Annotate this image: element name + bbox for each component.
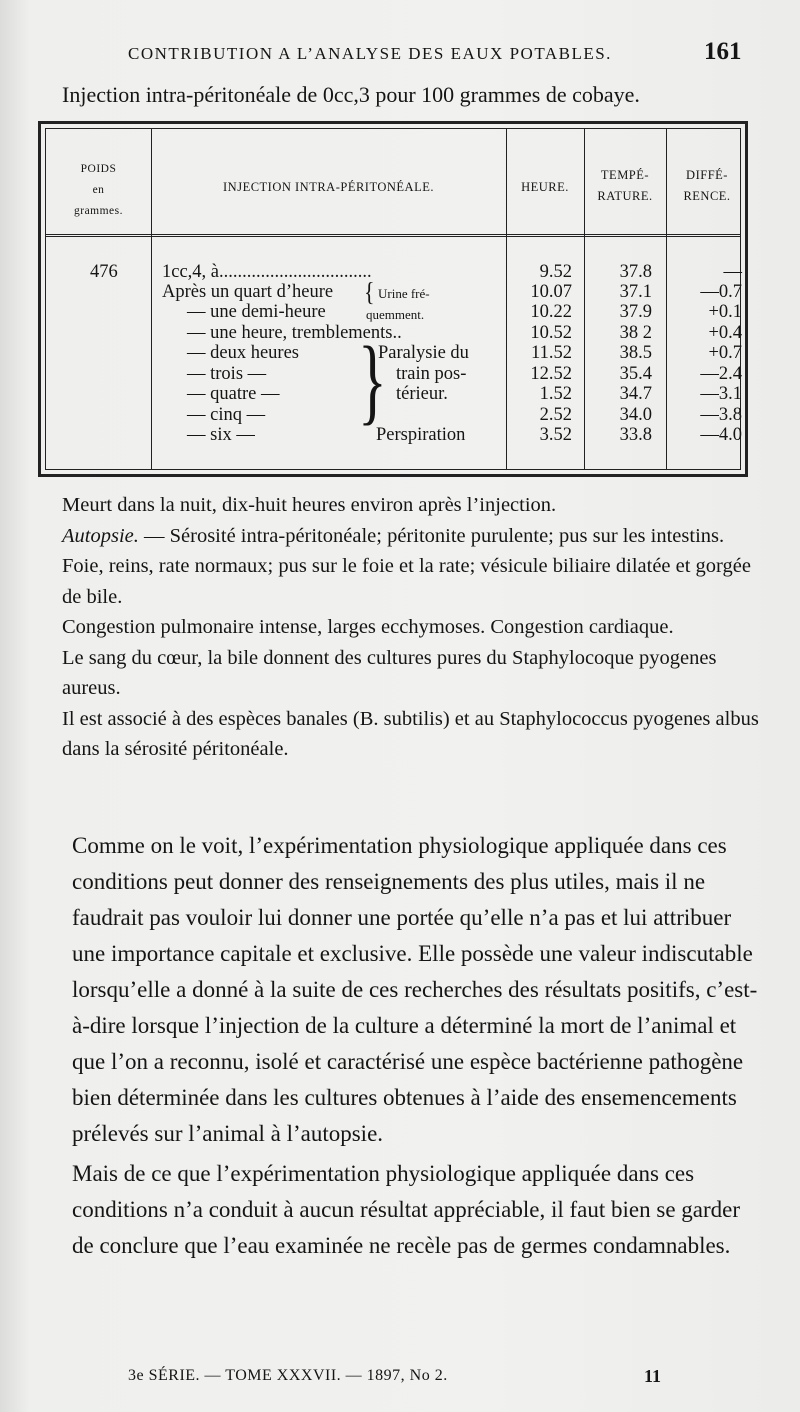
paragraph-cultures: Le sang du cœur, la bile donnent des cultures pures du Staphylocoque pyogenes aureus. xyxy=(62,646,717,699)
header-temperature-line2: RATURE. xyxy=(597,189,653,203)
difference-cell: +0.1 xyxy=(708,302,742,322)
header-difference-line2: RENCE. xyxy=(683,189,731,203)
heure-cell: 10.07 xyxy=(530,282,572,302)
signature-mark: 11 xyxy=(644,1366,662,1386)
heure-cell: 12.52 xyxy=(530,364,572,384)
heure-cell: 2.52 xyxy=(539,405,572,425)
table-inner-frame xyxy=(45,128,741,470)
footer-series: 3e SÉRIE. — TOME XXXVII. — 1897, No 2. xyxy=(128,1367,448,1384)
discussion-text xyxy=(72,828,762,1264)
autopsy-text: — Sérosité intra-péritonéale; péritonite purulente; pus sur les intestins. xyxy=(138,524,725,547)
header-rule xyxy=(46,234,740,237)
paragraph-conclusion: Mais de ce que l’expérimentation physiologique appliquée dans ces conditions n’a conduit à aucun résultat appréciable, il faut bien se garder de conclure que l’eau examinée ne recèle pas de germes condamnables. xyxy=(72,1161,741,1258)
temperature-cell: 35.4 xyxy=(619,364,652,384)
desc-row: — cinq — xyxy=(187,405,266,425)
desc-row: 1cc,4, à................................. xyxy=(162,262,372,282)
desc-row: — une demi-heure xyxy=(187,302,326,322)
paragraph-discussion: Comme on le voit, l’expérimentation physiologique appliquée dans ces conditions peut donner des renseignements des plus utiles, mais il ne faudrait pas vouloir lui donner une portée qu’elle n’a pas et lui attribuer une importance capitale et exclusive. Elle possède une valeur indiscutable lorsqu’elle a donné à la suite de ces recherches des résultats positifs, c’est-à-dire lorsque l’injection de la culture a déterminé la mort de l’animal et que l’on a reconnu, isolé et caractérisé une espèce bactérienne pathogène bien déterminée dans les cultures obtenues à l’aide des ensemencements prélevés sur l’animal à l’autopsie. xyxy=(72,833,758,1146)
desc-row: — six — xyxy=(187,425,255,445)
page-number: 161 xyxy=(704,38,742,65)
header-heure: HEURE. xyxy=(521,180,569,194)
header-difference xyxy=(666,165,748,207)
note-paralysie-3: térieur. xyxy=(396,384,448,404)
autopsy-label: Autopsie. xyxy=(62,524,139,547)
header-poids-line3: grammes. xyxy=(73,205,124,217)
paragraph-associated: Il est associé à des espèces banales (B. subtilis) et au Staphylococcus pyogenes albus dans la sérosité péritonéale. xyxy=(62,707,759,760)
desc-row: Après un quart d’heure xyxy=(162,282,334,302)
temperature-cell: 37.1 xyxy=(619,282,652,302)
temperature-cell: 38 2 xyxy=(619,323,652,343)
paragraph-congestion: Congestion pulmonaire intense, larges ecchymoses. Congestion cardiaque. xyxy=(62,616,674,638)
paragraph-autopsy xyxy=(62,521,762,552)
difference-cell: —0.7 xyxy=(700,282,742,302)
heure-cell: 1.52 xyxy=(539,384,572,404)
difference-cell: +0.7 xyxy=(708,343,742,363)
note-urine-2: quemment. xyxy=(366,307,425,322)
header-injection: INJECTION INTRA-PÉRITONÉALE. xyxy=(223,180,434,194)
difference-cell: —4.0 xyxy=(700,425,742,445)
temperature-cell: 34.7 xyxy=(619,384,652,404)
desc-row: — trois — xyxy=(187,364,267,384)
desc-row: — une heure, tremblements.. xyxy=(187,323,402,343)
heure-cell: 3.52 xyxy=(539,425,572,445)
header-poids xyxy=(46,159,151,222)
temperature-cell: 34.0 xyxy=(619,405,652,425)
paragraph-organs: Foie, reins, rate normaux; pus sur le foie et la rate; vésicule biliaire dilatée et gorgée de bile. xyxy=(62,555,751,608)
header-poids-line2: en xyxy=(92,184,105,196)
note-perspiration: Perspiration xyxy=(376,425,466,445)
temperature-cell: 37.8 xyxy=(619,262,652,282)
data-table xyxy=(38,121,748,477)
brace-urine: { xyxy=(364,276,375,307)
running-title: CONTRIBUTION A L’ANALYSE DES EAUX POTABLES. xyxy=(128,44,612,63)
brace-paralysie: } xyxy=(358,327,387,434)
difference-cell: +0.4 xyxy=(708,323,742,343)
difference-cell: —3.8 xyxy=(700,405,742,425)
paragraph-death: Meurt dans la nuit, dix-huit heures environ après l’injection. xyxy=(62,494,557,516)
note-paralysie-2: train pos- xyxy=(396,364,467,384)
table-caption: Injection intra-péritonéale de 0cc,3 pour 100 grammes de cobaye. xyxy=(62,82,640,107)
note-paralysie-1: Paralysie du xyxy=(378,343,469,363)
heure-cell: 11.52 xyxy=(531,343,572,363)
observation-notes xyxy=(62,490,762,765)
running-header xyxy=(0,38,800,74)
heure-cell: 10.22 xyxy=(530,302,572,322)
difference-cell: —3.1 xyxy=(700,384,742,404)
desc-row: — deux heures xyxy=(187,343,299,363)
temperature-cell: 37.9 xyxy=(619,302,652,322)
temperature-cell: 33.8 xyxy=(619,425,652,445)
difference-cell: — xyxy=(723,262,742,282)
header-poids-line1: POIDS xyxy=(80,163,117,175)
header-temperature xyxy=(584,165,666,207)
note-urine-1: Urine fré- xyxy=(378,286,430,301)
header-temperature-line1: TEMPÉ- xyxy=(600,168,650,182)
difference-cell: —2.4 xyxy=(700,364,742,384)
header-difference-line1: DIFFÉ- xyxy=(686,168,728,182)
heure-cell: 10.52 xyxy=(530,323,572,343)
temperature-cell: 38.5 xyxy=(619,343,652,363)
desc-row: — quatre — xyxy=(187,384,280,404)
weight-value: 476 xyxy=(90,262,118,282)
heure-cell: 9.52 xyxy=(539,262,572,282)
